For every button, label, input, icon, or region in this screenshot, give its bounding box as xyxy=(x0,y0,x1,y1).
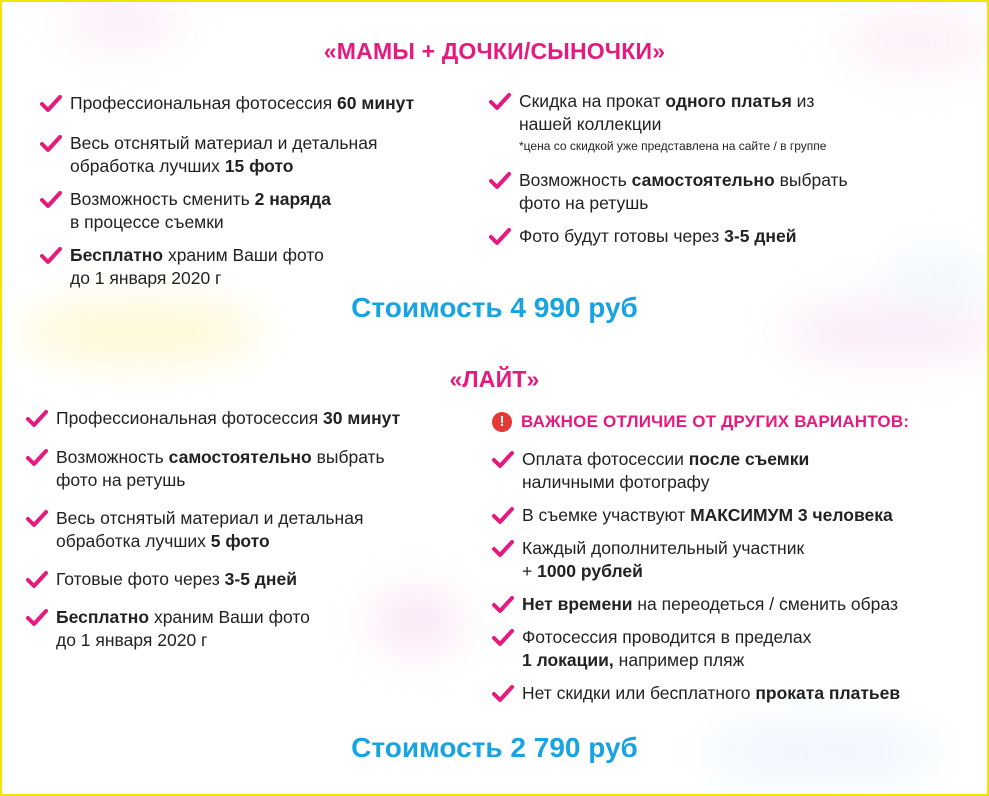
check-icon xyxy=(26,510,48,528)
item-text: из xyxy=(791,91,815,111)
check-icon xyxy=(489,228,511,246)
item-text-bold: 1000 рублей xyxy=(537,561,643,581)
item-text: до 1 января 2020 г xyxy=(56,630,208,650)
list-item xyxy=(70,244,324,290)
item-text-bold: Бесплатно xyxy=(56,607,150,627)
section2-title: «ЛАЙТ» xyxy=(449,366,540,392)
item-text: Каждый дополнительный участник xyxy=(522,538,805,558)
check-icon xyxy=(492,507,514,525)
item-text-bold: 1 локации, xyxy=(522,650,614,670)
list-item xyxy=(519,225,797,248)
item-text: выбрать xyxy=(774,170,848,190)
list-item xyxy=(519,90,826,156)
list-item xyxy=(522,504,893,527)
item-text: обработка лучших xyxy=(56,531,211,551)
item-text-bold: Бесплатно xyxy=(70,245,164,265)
decor-blob xyxy=(62,2,182,42)
item-text: например пляж xyxy=(613,650,745,670)
section1-title: «МАМЫ + ДОЧКИ/СЫНОЧКИ» xyxy=(323,38,666,64)
warning-title: ВАЖНОЕ ОТЛИЧИЕ ОТ ДРУГИХ ВАРИАНТОВ: xyxy=(521,412,910,431)
item-note: *цена со скидкой уже представлена на сайте / в группе xyxy=(519,139,827,153)
check-icon xyxy=(40,95,62,113)
item-text: на переодеться / сменить образ xyxy=(632,594,898,614)
check-icon xyxy=(492,451,514,469)
item-text-bold: 3-5 дней xyxy=(724,226,797,246)
list-item xyxy=(522,626,811,672)
item-text: Возможность xyxy=(519,170,632,190)
check-icon xyxy=(26,609,48,627)
item-text-bold: МАКСИМУМ 3 человека xyxy=(690,505,893,525)
item-text: выбрать xyxy=(311,447,385,467)
check-icon xyxy=(492,540,514,558)
item-text-bold: 15 фото xyxy=(224,156,294,176)
item-text: Оплата фотосессии xyxy=(522,449,689,469)
list-item xyxy=(56,446,385,492)
item-text: до 1 января 2020 г xyxy=(70,268,222,288)
list-item xyxy=(522,682,900,705)
item-text: + xyxy=(522,561,538,581)
decor-blob xyxy=(372,592,462,652)
item-text: храним Ваши фото xyxy=(149,607,310,627)
item-text: фото на ретушь xyxy=(56,470,186,490)
section1-price: Стоимость 4 990 руб xyxy=(351,292,638,323)
item-text-bold: 60 минут xyxy=(337,93,415,113)
item-text-bold: 3-5 дней xyxy=(224,569,297,589)
item-text-bold: 5 фото xyxy=(210,531,270,551)
item-text: Нет скидки или бесплатного xyxy=(522,683,756,703)
item-text: в процессе съемки xyxy=(70,212,224,232)
list-item xyxy=(56,606,310,652)
item-text: Скидка на прокат xyxy=(519,91,666,111)
item-text: нашей коллекции xyxy=(519,114,662,134)
item-text-bold: самостоятельно xyxy=(631,170,775,190)
item-text: наличными фотографу xyxy=(522,472,710,492)
check-icon xyxy=(489,172,511,190)
item-text: Профессиональная фотосессия xyxy=(56,408,324,428)
check-icon xyxy=(40,247,62,265)
item-text-bold: Нет времени xyxy=(522,594,633,614)
check-icon xyxy=(40,135,62,153)
item-text: Возможность сменить xyxy=(70,189,255,209)
check-icon xyxy=(40,191,62,209)
section2-price: Стоимость 2 790 руб xyxy=(351,732,638,763)
check-icon xyxy=(492,629,514,647)
item-text: Фотосессия проводится в пределах xyxy=(522,627,812,647)
item-text-bold: одного платья xyxy=(665,91,792,111)
item-text-bold: 2 наряда xyxy=(254,189,332,209)
item-text-bold: проката платьев xyxy=(755,683,901,703)
list-item xyxy=(522,537,804,583)
list-item xyxy=(70,132,377,178)
check-icon xyxy=(492,596,514,614)
list-item xyxy=(519,169,848,215)
item-text: Весь отснятый материал и детальная xyxy=(56,508,364,528)
list-item xyxy=(56,407,400,430)
item-text-bold: после съемки xyxy=(688,449,810,469)
list-item xyxy=(56,507,363,553)
item-text: храним Ваши фото xyxy=(163,245,324,265)
item-text: Профессиональная фотосессия xyxy=(70,93,338,113)
exclamation-icon: ! xyxy=(492,412,512,432)
check-icon xyxy=(489,93,511,111)
item-text: обработка лучших xyxy=(70,156,225,176)
item-text-bold: 30 минут xyxy=(323,408,401,428)
item-text-bold: самостоятельно xyxy=(168,447,312,467)
item-text: Готовые фото через xyxy=(56,569,225,589)
item-text: Фото будут готовы через xyxy=(519,226,725,246)
check-icon xyxy=(26,571,48,589)
list-item xyxy=(56,568,297,591)
item-text: В съемке участвуют xyxy=(522,505,691,525)
item-text: фото на ретушь xyxy=(519,193,649,213)
list-item xyxy=(70,92,414,115)
item-text: Весь отснятый материал и детальная xyxy=(70,133,378,153)
item-text: Возможность xyxy=(56,447,169,467)
list-item xyxy=(522,448,809,494)
check-icon xyxy=(26,410,48,428)
check-icon xyxy=(492,685,514,703)
list-item xyxy=(70,188,331,234)
list-item xyxy=(522,593,898,616)
check-icon xyxy=(26,449,48,467)
